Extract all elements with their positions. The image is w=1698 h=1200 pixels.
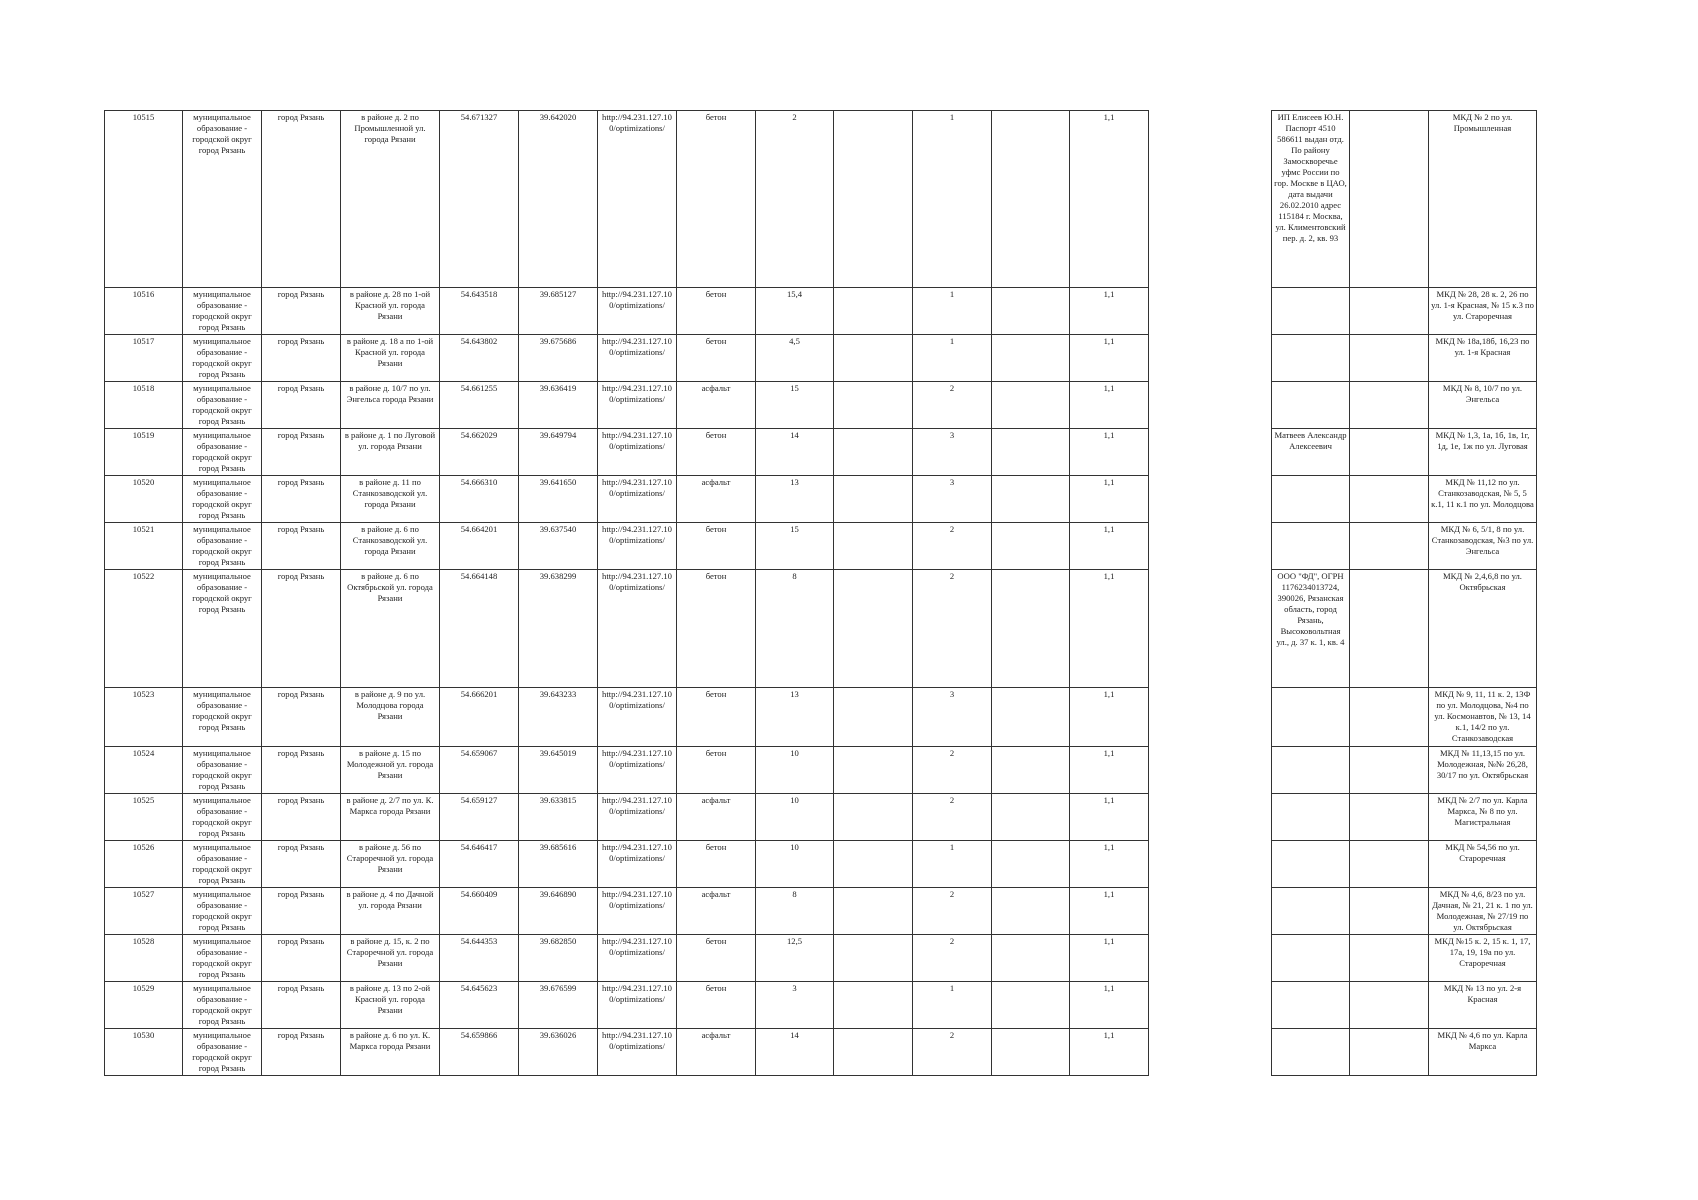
municipality-cell: муниципальное образование - городской округ город Рязань bbox=[183, 841, 262, 888]
empty-cell bbox=[992, 688, 1070, 747]
owner-cell bbox=[1272, 794, 1350, 841]
empty-cell bbox=[992, 523, 1070, 570]
table-row bbox=[105, 288, 1149, 335]
empty-cell bbox=[834, 794, 913, 841]
volume-cell: 1,1 bbox=[1070, 335, 1149, 382]
owner-cell bbox=[1272, 476, 1350, 523]
empty-cell bbox=[1350, 382, 1429, 429]
container-count-cell: 2 bbox=[913, 523, 992, 570]
table-row bbox=[1272, 935, 1537, 982]
latitude-cell: 54.659866 bbox=[440, 1029, 519, 1076]
surface-cell: бетон bbox=[677, 570, 756, 688]
city-cell: город Рязань bbox=[262, 288, 341, 335]
table-row bbox=[1272, 111, 1537, 288]
table-row bbox=[105, 335, 1149, 382]
latitude-cell: 54.661255 bbox=[440, 382, 519, 429]
longitude-cell: 39.649794 bbox=[519, 429, 598, 476]
empty-cell bbox=[1350, 982, 1429, 1029]
url-cell: http://94.231.127.10 0/optimizations/ bbox=[598, 570, 677, 688]
area-cell: 4,5 bbox=[756, 335, 834, 382]
empty-cell bbox=[1350, 794, 1429, 841]
latitude-cell: 54.664201 bbox=[440, 523, 519, 570]
row-id-cell: 10517 bbox=[105, 335, 183, 382]
table-row bbox=[105, 935, 1149, 982]
latitude-cell: 54.644353 bbox=[440, 935, 519, 982]
table-row bbox=[105, 523, 1149, 570]
empty-cell bbox=[834, 935, 913, 982]
municipality-cell: муниципальное образование - городской округ город Рязань bbox=[183, 111, 262, 288]
empty-cell bbox=[1350, 335, 1429, 382]
address-cell: в районе д. 15, к. 2 по Староречной ул. города Рязани bbox=[341, 935, 440, 982]
address-cell: в районе д. 11 по Станкозаводской ул. города Рязани bbox=[341, 476, 440, 523]
empty-cell bbox=[1350, 841, 1429, 888]
empty-cell bbox=[834, 570, 913, 688]
empty-cell bbox=[1350, 935, 1429, 982]
volume-cell: 1,1 bbox=[1070, 570, 1149, 688]
address-cell: в районе д. 1 по Луговой ул. города Рязани bbox=[341, 429, 440, 476]
municipality-cell: муниципальное образование - городской округ город Рязань bbox=[183, 288, 262, 335]
empty-cell bbox=[834, 111, 913, 288]
url-cell: http://94.231.127.10 0/optimizations/ bbox=[598, 1029, 677, 1076]
empty-cell bbox=[992, 982, 1070, 1029]
empty-cell bbox=[834, 288, 913, 335]
empty-cell bbox=[992, 747, 1070, 794]
empty-cell bbox=[992, 888, 1070, 935]
area-cell: 12,5 bbox=[756, 935, 834, 982]
waste-source-cell: МКД № 2,4,6,8 по ул. Октябрьская bbox=[1429, 570, 1537, 688]
surface-cell: бетон bbox=[677, 935, 756, 982]
longitude-cell: 39.646890 bbox=[519, 888, 598, 935]
waste-source-cell: МКД № 4,6, 8/23 по ул. Дачная, № 21, 21 к. 1 по ул. Молодежная, № 27/19 по ул. Октябрьская bbox=[1429, 888, 1537, 935]
owner-cell bbox=[1272, 747, 1350, 794]
table-row bbox=[105, 570, 1149, 688]
empty-cell bbox=[1350, 747, 1429, 794]
longitude-cell: 39.645019 bbox=[519, 747, 598, 794]
empty-cell bbox=[992, 111, 1070, 288]
volume-cell: 1,1 bbox=[1070, 688, 1149, 747]
city-cell: город Рязань bbox=[262, 935, 341, 982]
owner-cell bbox=[1272, 288, 1350, 335]
municipality-cell: муниципальное образование - городской округ город Рязань bbox=[183, 523, 262, 570]
address-cell: в районе д. 9 по ул. Молодцова города Рязани bbox=[341, 688, 440, 747]
empty-cell bbox=[992, 841, 1070, 888]
address-cell: в районе д. 4 по Дачной ул. города Рязани bbox=[341, 888, 440, 935]
city-cell: город Рязань bbox=[262, 688, 341, 747]
longitude-cell: 39.676599 bbox=[519, 982, 598, 1029]
empty-cell bbox=[1350, 429, 1429, 476]
municipality-cell: муниципальное образование - городской округ город Рязань bbox=[183, 747, 262, 794]
empty-cell bbox=[834, 335, 913, 382]
row-id-cell: 10522 bbox=[105, 570, 183, 688]
area-cell: 3 bbox=[756, 982, 834, 1029]
table-row bbox=[105, 111, 1149, 288]
table-row bbox=[1272, 841, 1537, 888]
surface-cell: асфальт bbox=[677, 382, 756, 429]
latitude-cell: 54.659067 bbox=[440, 747, 519, 794]
table-row bbox=[105, 888, 1149, 935]
url-cell: http://94.231.127.10 0/optimizations/ bbox=[598, 688, 677, 747]
area-cell: 10 bbox=[756, 794, 834, 841]
municipality-cell: муниципальное образование - городской округ город Рязань bbox=[183, 982, 262, 1029]
row-id-cell: 10515 bbox=[105, 111, 183, 288]
volume-cell: 1,1 bbox=[1070, 982, 1149, 1029]
empty-cell bbox=[834, 888, 913, 935]
surface-cell: бетон bbox=[677, 747, 756, 794]
empty-cell bbox=[992, 794, 1070, 841]
municipality-cell: муниципальное образование - городской округ город Рязань bbox=[183, 476, 262, 523]
empty-cell bbox=[1350, 288, 1429, 335]
area-cell: 8 bbox=[756, 888, 834, 935]
latitude-cell: 54.671327 bbox=[440, 111, 519, 288]
container-count-cell: 2 bbox=[913, 935, 992, 982]
empty-cell bbox=[1350, 888, 1429, 935]
table-row bbox=[1272, 523, 1537, 570]
waste-source-cell: МКД № 9, 11, 11 к. 2, 13Ф по ул. Молодцова, №4 по ул. Космонавтов, № 13, 14 к.1, 14/2 по ул. Станкозаводская bbox=[1429, 688, 1537, 747]
url-cell: http://94.231.127.10 0/optimizations/ bbox=[598, 429, 677, 476]
empty-cell bbox=[834, 841, 913, 888]
longitude-cell: 39.636419 bbox=[519, 382, 598, 429]
volume-cell: 1,1 bbox=[1070, 747, 1149, 794]
container-count-cell: 2 bbox=[913, 888, 992, 935]
city-cell: город Рязань bbox=[262, 794, 341, 841]
address-cell: в районе д. 2/7 по ул. К. Маркса города Рязани bbox=[341, 794, 440, 841]
empty-cell bbox=[992, 935, 1070, 982]
table-row bbox=[1272, 288, 1537, 335]
surface-cell: бетон bbox=[677, 523, 756, 570]
owner-cell bbox=[1272, 382, 1350, 429]
surface-cell: асфальт bbox=[677, 794, 756, 841]
table-row bbox=[1272, 382, 1537, 429]
url-cell: http://94.231.127.10 0/optimizations/ bbox=[598, 794, 677, 841]
table-row bbox=[1272, 476, 1537, 523]
area-cell: 2 bbox=[756, 111, 834, 288]
municipality-cell: муниципальное образование - городской округ город Рязань bbox=[183, 335, 262, 382]
address-cell: в районе д. 6 по ул. К. Маркса города Рязани bbox=[341, 1029, 440, 1076]
volume-cell: 1,1 bbox=[1070, 935, 1149, 982]
city-cell: город Рязань bbox=[262, 523, 341, 570]
empty-cell bbox=[992, 476, 1070, 523]
table-row bbox=[1272, 335, 1537, 382]
empty-cell bbox=[1350, 476, 1429, 523]
url-cell: http://94.231.127.10 0/optimizations/ bbox=[598, 747, 677, 794]
url-cell: http://94.231.127.10 0/optimizations/ bbox=[598, 888, 677, 935]
owner-cell bbox=[1272, 935, 1350, 982]
waste-source-cell: МКД №15 к. 2, 15 к. 1, 17, 17а, 19, 19а по ул. Староречная bbox=[1429, 935, 1537, 982]
waste-source-cell: МКД № 2/7 по ул. Карла Маркса, № 8 по ул. Магистральная bbox=[1429, 794, 1537, 841]
address-cell: в районе д. 6 по Октябрьской ул. города Рязани bbox=[341, 570, 440, 688]
area-cell: 15,4 bbox=[756, 288, 834, 335]
row-id-cell: 10525 bbox=[105, 794, 183, 841]
container-count-cell: 3 bbox=[913, 688, 992, 747]
address-cell: в районе д. 13 по 2-ой Красной ул. города Рязани bbox=[341, 982, 440, 1029]
volume-cell: 1,1 bbox=[1070, 476, 1149, 523]
containers-table-right bbox=[1271, 110, 1537, 1076]
waste-source-cell: МКД № 2 по ул. Промышленная bbox=[1429, 111, 1537, 288]
address-cell: в районе д. 15 по Молодежной ул. города Рязани bbox=[341, 747, 440, 794]
table-row bbox=[105, 794, 1149, 841]
volume-cell: 1,1 bbox=[1070, 288, 1149, 335]
volume-cell: 1,1 bbox=[1070, 841, 1149, 888]
longitude-cell: 39.641650 bbox=[519, 476, 598, 523]
table-row bbox=[1272, 747, 1537, 794]
row-id-cell: 10521 bbox=[105, 523, 183, 570]
city-cell: город Рязань bbox=[262, 429, 341, 476]
url-cell: http://94.231.127.10 0/optimizations/ bbox=[598, 476, 677, 523]
table-row bbox=[1272, 1029, 1537, 1076]
url-cell: http://94.231.127.10 0/optimizations/ bbox=[598, 288, 677, 335]
table-row bbox=[105, 688, 1149, 747]
longitude-cell: 39.633815 bbox=[519, 794, 598, 841]
container-count-cell: 2 bbox=[913, 1029, 992, 1076]
url-cell: http://94.231.127.10 0/optimizations/ bbox=[598, 523, 677, 570]
city-cell: город Рязань bbox=[262, 888, 341, 935]
area-cell: 10 bbox=[756, 747, 834, 794]
empty-cell bbox=[834, 982, 913, 1029]
volume-cell: 1,1 bbox=[1070, 794, 1149, 841]
address-cell: в районе д. 56 по Староречной ул. города Рязани bbox=[341, 841, 440, 888]
owner-cell: Матвеев Александр Алексеевич bbox=[1272, 429, 1350, 476]
empty-cell bbox=[834, 476, 913, 523]
owner-cell bbox=[1272, 523, 1350, 570]
area-cell: 13 bbox=[756, 476, 834, 523]
surface-cell: бетон bbox=[677, 111, 756, 288]
row-id-cell: 10519 bbox=[105, 429, 183, 476]
longitude-cell: 39.682850 bbox=[519, 935, 598, 982]
empty-cell bbox=[834, 747, 913, 794]
container-count-cell: 3 bbox=[913, 476, 992, 523]
area-cell: 15 bbox=[756, 523, 834, 570]
container-count-cell: 1 bbox=[913, 982, 992, 1029]
city-cell: город Рязань bbox=[262, 982, 341, 1029]
municipality-cell: муниципальное образование - городской округ город Рязань bbox=[183, 570, 262, 688]
row-id-cell: 10530 bbox=[105, 1029, 183, 1076]
empty-cell bbox=[834, 688, 913, 747]
area-cell: 8 bbox=[756, 570, 834, 688]
waste-source-cell: МКД № 13 по ул. 2-я Красная bbox=[1429, 982, 1537, 1029]
latitude-cell: 54.660409 bbox=[440, 888, 519, 935]
city-cell: город Рязань bbox=[262, 476, 341, 523]
area-cell: 14 bbox=[756, 1029, 834, 1076]
address-cell: в районе д. 10/7 по ул. Энгельса города Рязани bbox=[341, 382, 440, 429]
waste-source-cell: МКД № 6, 5/1, 8 по ул. Станкозаводская, №3 по ул. Энгельса bbox=[1429, 523, 1537, 570]
city-cell: город Рязань bbox=[262, 570, 341, 688]
table-row bbox=[105, 1029, 1149, 1076]
waste-source-cell: МКД № 54,56 по ул. Староречная bbox=[1429, 841, 1537, 888]
table-row bbox=[1272, 888, 1537, 935]
url-cell: http://94.231.127.10 0/optimizations/ bbox=[598, 335, 677, 382]
longitude-cell: 39.685127 bbox=[519, 288, 598, 335]
latitude-cell: 54.659127 bbox=[440, 794, 519, 841]
row-id-cell: 10523 bbox=[105, 688, 183, 747]
row-id-cell: 10524 bbox=[105, 747, 183, 794]
owner-cell bbox=[1272, 841, 1350, 888]
address-cell: в районе д. 18 а по 1-ой Красной ул. города Рязани bbox=[341, 335, 440, 382]
surface-cell: асфальт bbox=[677, 888, 756, 935]
row-id-cell: 10520 bbox=[105, 476, 183, 523]
container-count-cell: 1 bbox=[913, 335, 992, 382]
longitude-cell: 39.638299 bbox=[519, 570, 598, 688]
city-cell: город Рязань bbox=[262, 111, 341, 288]
waste-source-cell: МКД № 8, 10/7 по ул. Энгельса bbox=[1429, 382, 1537, 429]
table-row bbox=[105, 841, 1149, 888]
empty-cell bbox=[992, 382, 1070, 429]
waste-source-cell: МКД № 11,12 по ул. Станкозаводская, № 5, 5 к.1, 11 к.1 по ул. Молодцова bbox=[1429, 476, 1537, 523]
row-id-cell: 10528 bbox=[105, 935, 183, 982]
latitude-cell: 54.664148 bbox=[440, 570, 519, 688]
owner-cell bbox=[1272, 1029, 1350, 1076]
owner-cell bbox=[1272, 982, 1350, 1029]
city-cell: город Рязань bbox=[262, 335, 341, 382]
surface-cell: бетон bbox=[677, 688, 756, 747]
latitude-cell: 54.646417 bbox=[440, 841, 519, 888]
volume-cell: 1,1 bbox=[1070, 111, 1149, 288]
owner-cell: ИП Елисеев Ю.Н. Паспорт 4510 586611 выдан отд. По району Замоскворечье уфмс России по гор. Москве в ЦАО, дата выдачи 26.02.2010 адрес 115184 г. Москва, ул. Климентовский пер. д. 2, кв. 93 bbox=[1272, 111, 1350, 288]
owner-cell: ООО "ФД", ОГРН 1176234013724, 390026, Рязанская область, город Рязань, Высоковольтная ул., д. 37 к. 1, кв. 4 bbox=[1272, 570, 1350, 688]
latitude-cell: 54.643518 bbox=[440, 288, 519, 335]
empty-cell bbox=[1350, 111, 1429, 288]
volume-cell: 1,1 bbox=[1070, 888, 1149, 935]
latitude-cell: 54.662029 bbox=[440, 429, 519, 476]
volume-cell: 1,1 bbox=[1070, 382, 1149, 429]
empty-cell bbox=[1350, 1029, 1429, 1076]
empty-cell bbox=[1350, 523, 1429, 570]
row-id-cell: 10516 bbox=[105, 288, 183, 335]
address-cell: в районе д. 28 по 1-ой Красной ул. города Рязани bbox=[341, 288, 440, 335]
volume-cell: 1,1 bbox=[1070, 429, 1149, 476]
surface-cell: бетон bbox=[677, 982, 756, 1029]
owner-cell bbox=[1272, 688, 1350, 747]
empty-cell bbox=[834, 429, 913, 476]
waste-source-cell: МКД № 11,13,15 по ул. Молодежная, №№ 26,28, 30/17 по ул. Октябрьская bbox=[1429, 747, 1537, 794]
volume-cell: 1,1 bbox=[1070, 523, 1149, 570]
city-cell: город Рязань bbox=[262, 1029, 341, 1076]
container-count-cell: 3 bbox=[913, 429, 992, 476]
city-cell: город Рязань bbox=[262, 747, 341, 794]
longitude-cell: 39.636026 bbox=[519, 1029, 598, 1076]
longitude-cell: 39.675686 bbox=[519, 335, 598, 382]
area-cell: 13 bbox=[756, 688, 834, 747]
municipality-cell: муниципальное образование - городской округ город Рязань bbox=[183, 429, 262, 476]
latitude-cell: 54.643802 bbox=[440, 335, 519, 382]
table-row bbox=[105, 747, 1149, 794]
municipality-cell: муниципальное образование - городской округ город Рязань bbox=[183, 935, 262, 982]
waste-source-cell: МКД № 1,3, 1а, 1б, 1в, 1г, 1д, 1е, 1ж по ул. Луговая bbox=[1429, 429, 1537, 476]
empty-cell bbox=[1350, 570, 1429, 688]
area-cell: 14 bbox=[756, 429, 834, 476]
row-id-cell: 10529 bbox=[105, 982, 183, 1029]
municipality-cell: муниципальное образование - городской округ город Рязань bbox=[183, 382, 262, 429]
container-count-cell: 2 bbox=[913, 747, 992, 794]
container-count-cell: 1 bbox=[913, 111, 992, 288]
table-row bbox=[105, 429, 1149, 476]
waste-source-cell: МКД № 28, 28 к. 2, 26 по ул. 1-я Красная, № 15 к.3 по ул. Староречная bbox=[1429, 288, 1537, 335]
address-cell: в районе д. 2 по Промышленной ул. города Рязани bbox=[341, 111, 440, 288]
containers-table-left bbox=[104, 110, 1149, 1076]
table-row bbox=[105, 382, 1149, 429]
owner-cell bbox=[1272, 335, 1350, 382]
container-count-cell: 1 bbox=[913, 288, 992, 335]
area-cell: 15 bbox=[756, 382, 834, 429]
row-id-cell: 10527 bbox=[105, 888, 183, 935]
longitude-cell: 39.685616 bbox=[519, 841, 598, 888]
city-cell: город Рязань bbox=[262, 841, 341, 888]
table-row bbox=[105, 476, 1149, 523]
container-count-cell: 2 bbox=[913, 382, 992, 429]
area-cell: 10 bbox=[756, 841, 834, 888]
surface-cell: асфальт bbox=[677, 1029, 756, 1076]
empty-cell bbox=[992, 288, 1070, 335]
municipality-cell: муниципальное образование - городской округ город Рязань bbox=[183, 688, 262, 747]
waste-source-cell: МКД № 18а,18б, 16,23 по ул. 1-я Красная bbox=[1429, 335, 1537, 382]
waste-source-cell: МКД № 4,6 по ул. Карла Маркса bbox=[1429, 1029, 1537, 1076]
empty-cell bbox=[992, 429, 1070, 476]
url-cell: http://94.231.127.10 0/optimizations/ bbox=[598, 111, 677, 288]
url-cell: http://94.231.127.10 0/optimizations/ bbox=[598, 935, 677, 982]
empty-cell bbox=[834, 523, 913, 570]
longitude-cell: 39.637540 bbox=[519, 523, 598, 570]
city-cell: город Рязань bbox=[262, 382, 341, 429]
url-cell: http://94.231.127.10 0/optimizations/ bbox=[598, 382, 677, 429]
surface-cell: бетон bbox=[677, 841, 756, 888]
longitude-cell: 39.643233 bbox=[519, 688, 598, 747]
table-row bbox=[1272, 570, 1537, 688]
latitude-cell: 54.645623 bbox=[440, 982, 519, 1029]
empty-cell bbox=[992, 570, 1070, 688]
empty-cell bbox=[834, 1029, 913, 1076]
table-row bbox=[1272, 429, 1537, 476]
municipality-cell: муниципальное образование - городской округ город Рязань bbox=[183, 1029, 262, 1076]
owner-cell bbox=[1272, 888, 1350, 935]
table-row bbox=[1272, 982, 1537, 1029]
surface-cell: бетон bbox=[677, 429, 756, 476]
table-row bbox=[1272, 794, 1537, 841]
surface-cell: асфальт bbox=[677, 476, 756, 523]
longitude-cell: 39.642020 bbox=[519, 111, 598, 288]
address-cell: в районе д. 6 по Станкозаводской ул. города Рязани bbox=[341, 523, 440, 570]
table-row bbox=[1272, 688, 1537, 747]
latitude-cell: 54.666310 bbox=[440, 476, 519, 523]
surface-cell: бетон bbox=[677, 335, 756, 382]
container-count-cell: 2 bbox=[913, 794, 992, 841]
row-id-cell: 10518 bbox=[105, 382, 183, 429]
latitude-cell: 54.666201 bbox=[440, 688, 519, 747]
empty-cell bbox=[1350, 688, 1429, 747]
container-count-cell: 2 bbox=[913, 570, 992, 688]
container-count-cell: 1 bbox=[913, 841, 992, 888]
url-cell: http://94.231.127.10 0/optimizations/ bbox=[598, 982, 677, 1029]
url-cell: http://94.231.127.10 0/optimizations/ bbox=[598, 841, 677, 888]
municipality-cell: муниципальное образование - городской округ город Рязань bbox=[183, 794, 262, 841]
empty-cell bbox=[992, 1029, 1070, 1076]
row-id-cell: 10526 bbox=[105, 841, 183, 888]
table-row bbox=[105, 982, 1149, 1029]
volume-cell: 1,1 bbox=[1070, 1029, 1149, 1076]
surface-cell: бетон bbox=[677, 288, 756, 335]
empty-cell bbox=[992, 335, 1070, 382]
empty-cell bbox=[834, 382, 913, 429]
municipality-cell: муниципальное образование - городской округ город Рязань bbox=[183, 888, 262, 935]
